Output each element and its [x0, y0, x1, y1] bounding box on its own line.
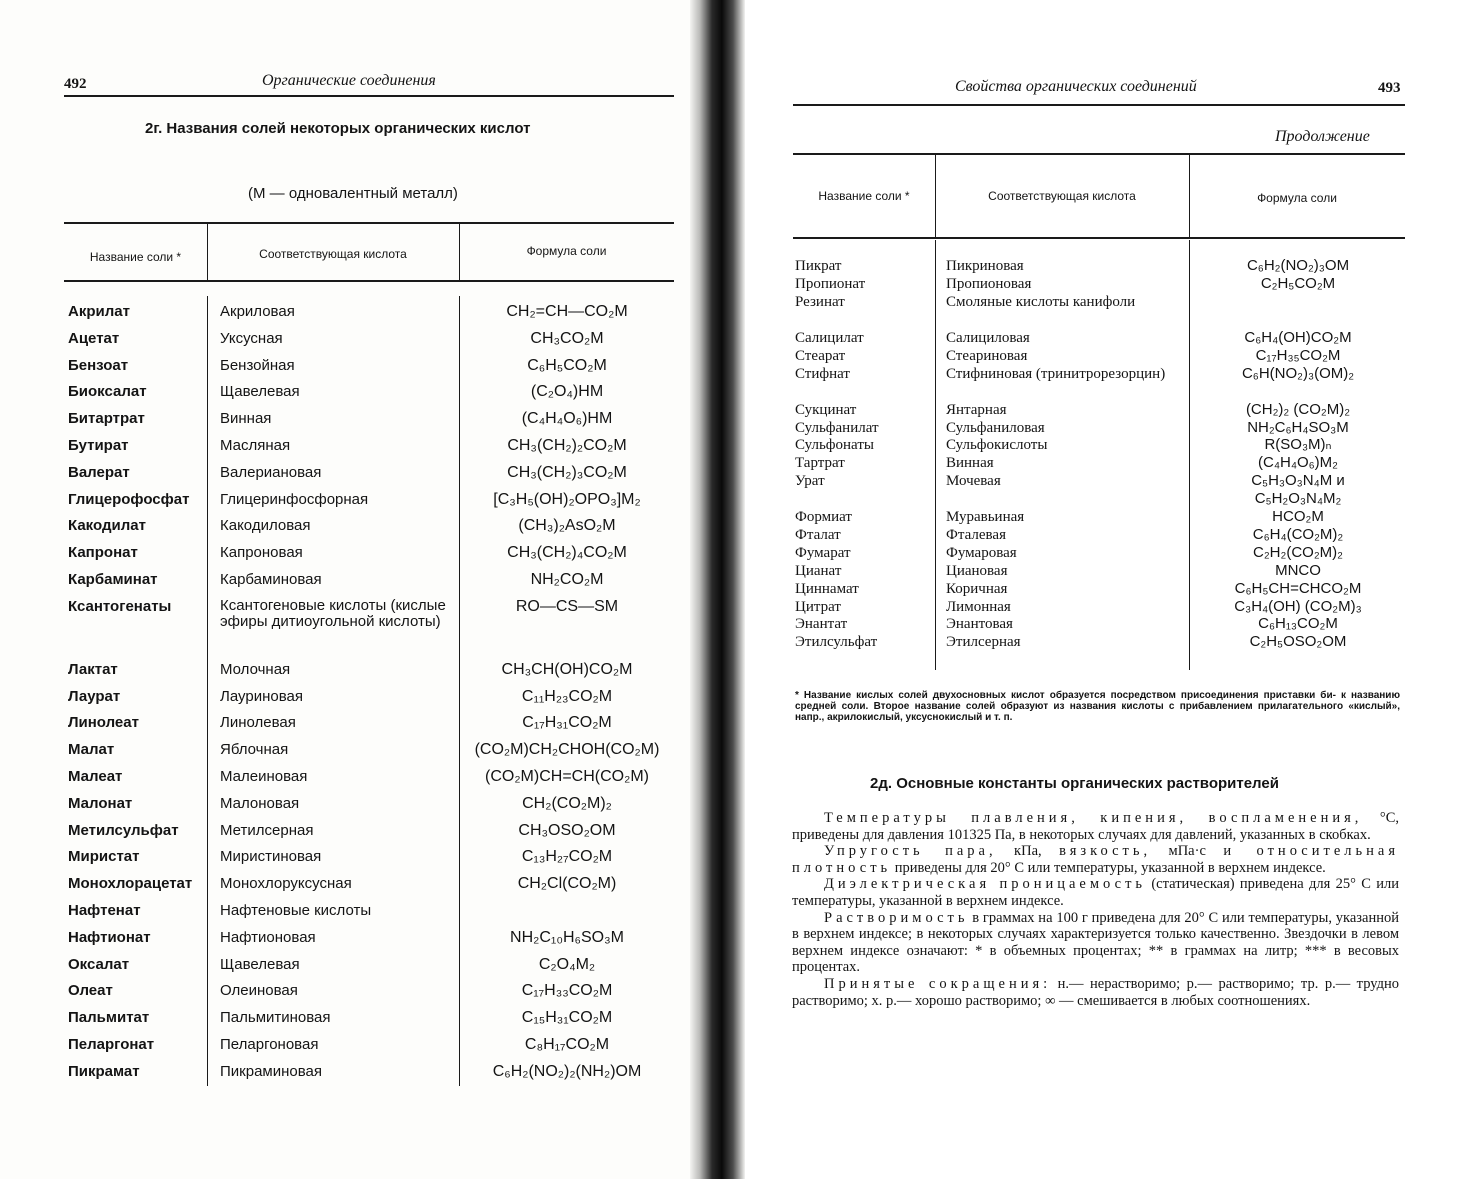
table-cell-acid: Нафтеновые кислоты: [220, 902, 372, 919]
paragraph-vapor-pressure: Упругость пара, кПа, вязкость, мПа·с и относительная плотность приведены для 20° С или температуры, указанной в верхнем индексе.: [792, 843, 1399, 876]
table-cell-formula: (C₂O₄)HM: [530, 383, 604, 401]
table-cell-formula: C₆H₁₃CO₂M: [1258, 615, 1338, 633]
table-cell-salt: Малонат: [68, 794, 133, 812]
table-cell-acid: Яблочная: [220, 741, 289, 759]
table-cell-salt: Формиат: [795, 509, 852, 525]
table-cell-formula: C₁₇H₃₃CO₂M: [521, 982, 613, 1000]
table-cell-salt: Малат: [68, 741, 115, 759]
column-header-acid: Соответствующая кислота: [259, 247, 407, 261]
table-cell-salt: Этилсульфат: [795, 634, 878, 651]
table-cell-formula: NH₂C₁₀H₆SO₃M: [510, 928, 624, 946]
table-cell-salt: Бутират: [68, 437, 129, 454]
table-cell-formula: (CO₂M)CH₂CHOH(CO₂M): [474, 741, 660, 759]
table-subtitle: (М — одновалентный металл): [248, 185, 458, 202]
table-cell-formula: CH₂Cl(CO₂M): [517, 875, 617, 893]
table-cell-salt: Пропионат: [795, 275, 866, 292]
table-cell-acid: Метилсерная: [220, 821, 314, 839]
table-cell-salt: Стифнат: [795, 365, 850, 382]
table-cell-acid: Бензойная: [220, 356, 295, 374]
column-header-salt: Название соли *: [818, 189, 910, 203]
table-cell-formula: NH₂C₆H₄SO₃M: [1247, 418, 1349, 436]
table-cell-salt: Пеларгонат: [68, 1036, 155, 1053]
column-header-formula: Формула соли: [526, 244, 607, 258]
table-cell-salt: Пикрамат: [68, 1062, 140, 1080]
table-cell-acid: Циановая: [946, 562, 1008, 579]
table-cell-acid: Пикриновая: [946, 258, 1024, 274]
table-cell-formula: C₁₅H₃₁CO₂M: [521, 1009, 613, 1027]
table-cell-formula: C₆H₂(NO₂)₂(NH₂)OM: [492, 1062, 642, 1080]
section-title: 2г. Названия солей некоторых органических кислот: [145, 120, 531, 137]
table-cell-formula: NH₂CO₂M: [530, 571, 604, 588]
table-cell-salt: Битартрат: [68, 410, 145, 428]
left-page: [0, 0, 690, 1179]
table-cell-formula: C₂O₄M₂: [538, 955, 596, 973]
table-cell-formula: (CH₃)₂AsO₂M: [518, 517, 616, 535]
table-cell-salt: Лактат: [68, 660, 118, 678]
table-cell-formula: (CH₂)₂ (CO₂M)₂: [1245, 400, 1351, 418]
table-cell-acid: Пальмитиновая: [220, 1009, 331, 1027]
table-cell-acid: Малеиновая: [220, 768, 308, 785]
page-number: 492: [64, 76, 87, 92]
table-cell-acid: Смоляные кислоты канифоли: [946, 293, 1136, 310]
paragraph-dielectric: Диэлектрическая проницаемость (статическая) приведена для 25° С или температуры, указанной в верхнем индексе.: [792, 876, 1399, 909]
table-cell-salt: Метилсульфат: [68, 821, 179, 839]
table-cell-acid: Стифниновая (тринитрорезорцин): [946, 365, 1166, 382]
table-cell-acid: Миристиновая: [220, 848, 322, 866]
table-cell-salt: Урат: [795, 473, 825, 490]
table-cell-acid: Нафтионовая: [220, 928, 316, 946]
table-cell-formula: CH₂=CH—CO₂M: [506, 303, 628, 320]
table-cell-salt: Нафтенат: [68, 902, 141, 919]
table-cell-salt: Глицерофосфат: [68, 490, 190, 508]
column-divider: [459, 296, 460, 1086]
solvent-constants-text: [792, 810, 1399, 1009]
table-cell-acid: Капроновая: [220, 544, 303, 562]
table-cell-acid: Лауриновая: [220, 687, 303, 705]
table-cell-acid: Сульфаниловая: [946, 419, 1045, 436]
table-cell-salt: Пикрат: [795, 258, 842, 274]
paragraph-temperatures: Температуры плавления, кипения, воспламенения, °С, приведены для давления 101325 Па, в некоторых случаях для давлений, указанных в скобках.: [792, 810, 1399, 843]
table-cell-acid: Энантовая: [946, 616, 1013, 633]
table-cell-acid: Фумаровая: [946, 544, 1017, 561]
table-cell-salt: Оксалат: [68, 955, 130, 973]
table-cell-formula: C₆H₄(CO₂M)₂: [1252, 525, 1344, 543]
table-cell-formula: (C₄H₄O₆)M₂: [1258, 454, 1338, 472]
table-cell-acid: Акриловая: [220, 303, 295, 320]
paragraph-abbreviations: Принятые сокращения: н.— нерастворимо; р.— растворимо; тр. р.— трудно растворимо; х. р.— хорошо растворимо; ∞ — смешивается в любых соотношениях.: [792, 975, 1399, 1009]
table-cell-formula: CH₃OSO₂OM: [518, 821, 616, 839]
table-cell-acid: Олеиновая: [220, 982, 298, 1000]
table-cell-acid: Молочная: [220, 660, 291, 678]
table-cell-salt: Акрилат: [68, 303, 130, 320]
table-cell-salt: Линолеат: [68, 714, 139, 732]
table-cell-salt: Малеат: [68, 768, 123, 785]
table-cell-acid: Пикраминовая: [220, 1062, 322, 1080]
table-cell-acid: Валериановая: [220, 463, 322, 481]
table-cell-acid: Пеларгоновая: [220, 1036, 319, 1053]
table-cell-formula: C₃H₄(OH) (CO₂M)₃: [1234, 597, 1362, 615]
table-cell-formula: C₅H₂O₃N₄M₂: [1254, 490, 1342, 508]
running-head: Органические соединения: [262, 72, 436, 89]
footnote: * Название кислых солей двухосновных кислот образуется посредством присоединения приставки би- к названию средней соли. Второе название солей образуют из названия кислоты с прибавлением прилагательного «кислый», напр., акрилокислый, уксуснокислый и т. п.: [795, 690, 1400, 723]
table-top-rule: [793, 153, 1405, 155]
table-cell-salt: Цианат: [795, 562, 842, 579]
table-cell-formula: CH₃(CH₂)₃CO₂M: [507, 463, 627, 481]
table-cell-formula: C₁₁H₂₃CO₂M: [521, 687, 613, 705]
table-cell-acid: Монохлоруксусная: [220, 875, 352, 893]
table-cell-formula: CH₃(CH₂)₄CO₂M: [507, 544, 627, 562]
table-cell-acid: Карбаминовая: [220, 571, 322, 588]
column-divider: [1189, 240, 1190, 670]
table-cell-salt: Сульфонаты: [795, 437, 874, 454]
table-cell-salt: Салицилат: [795, 329, 864, 346]
table-cell-salt: Фумарат: [795, 544, 851, 561]
table-cell-acid: Какодиловая: [220, 517, 311, 535]
column-header-formula: Формула соли: [1257, 191, 1337, 205]
table-cell-salt: Биоксалат: [68, 383, 147, 401]
table-cell-salt: Циннамат: [795, 580, 859, 597]
table-cell-salt: Монохлорацетат: [68, 875, 193, 893]
table-cell-formula: C₅H₃O₃N₄M и: [1251, 472, 1345, 490]
table-cell-formula: CH₃CO₂M: [530, 329, 604, 347]
table-cell-formula: (C₄H₄O₆)HM: [521, 410, 613, 428]
table-cell-salt: Валерат: [68, 463, 130, 481]
table-cell-salt: Нафтионат: [68, 928, 151, 946]
table-cell-formula: CH₂(CO₂M)₂: [522, 794, 612, 812]
table-cell-formula: [C₃H₅(OH)₂OPO₃]M₂: [493, 490, 641, 508]
table-cell-salt: Ацетат: [68, 329, 120, 347]
table-cell-formula: C₂H₂(CO₂M)₂: [1253, 543, 1343, 561]
table-cell-formula: (CO₂M)CH=CH(CO₂M): [485, 768, 649, 785]
table-cell-acid: Винная: [220, 410, 272, 428]
table-cell-acid: Пропионовая: [946, 275, 1032, 292]
table-cell-acid: Салициловая: [946, 329, 1030, 346]
table-cell-salt: Резинат: [795, 293, 845, 310]
table-cell-formula: MNCO: [1275, 561, 1321, 579]
table-cell-salt: Сукцинат: [795, 401, 857, 418]
table-cell-acid: Янтарная: [946, 401, 1007, 418]
table-cell-salt: Тартрат: [795, 455, 845, 472]
table-cell-formula: CH₃(CH₂)₂CO₂M: [507, 437, 627, 454]
table-cell-formula: CH₃CH(OH)CO₂M: [501, 660, 633, 678]
table-cell-acid: Этилсерная: [946, 634, 1021, 651]
table-cell-salt: Миристат: [68, 848, 140, 866]
book-gutter: [690, 0, 745, 1179]
table-cell-salt: Капронат: [68, 544, 138, 562]
section-title: 2д. Основные константы органических растворителей: [870, 775, 1279, 792]
table-cell-salt: Сульфанилат: [795, 419, 879, 436]
table-cell-acid: Щавелевая: [220, 383, 300, 401]
table-cell-formula: C₈H₁₇CO₂M: [524, 1036, 610, 1053]
table-cell-salt: Ксантогенаты: [68, 597, 172, 615]
running-head: Свойства органических соединений: [955, 78, 1197, 95]
table-top-rule: [64, 222, 674, 224]
table-cell-formula: R(SO₃M)ₙ: [1264, 436, 1332, 454]
table-cell-salt: Какодилат: [68, 517, 146, 535]
paragraph-solubility: Растворимость в граммах на 100 г приведена для 20° С или температуры, указанной в верхнем индексе; в некоторых случаях характеризуется только качественно. Звездочки в левом верхнем индексе означают: * в объемных процентах; ** в граммах на литр; *** в весовых процентах.: [792, 909, 1399, 976]
table-cell-acid: Уксусная: [220, 329, 283, 347]
table-cell-salt: Цитрат: [795, 598, 841, 615]
table-cell-salt: Карбаминат: [68, 571, 158, 588]
table-cell-acid: Мочевая: [946, 473, 1001, 490]
table-cell-formula: C₆H₅CH=CHCO₂M: [1234, 579, 1362, 597]
table-cell-formula: C₆H₄(OH)CO₂M: [1244, 328, 1352, 346]
column-divider: [207, 296, 208, 1086]
table-cell-formula: C₁₇H₃₁CO₂M: [522, 714, 612, 732]
table-cell-salt: Фталат: [795, 526, 841, 543]
table-cell-acid: Стеариновая: [946, 347, 1028, 364]
table-cell-acid: Винная: [946, 455, 994, 472]
table-cell-acid: Фталевая: [946, 526, 1006, 543]
table-cell-salt: Олеат: [68, 982, 113, 1000]
table-cell-acid: Сульфокислоты: [946, 437, 1048, 454]
table-cell-acid: Глицеринфосфорная: [220, 490, 369, 508]
table-cell-acid: Линолевая: [220, 714, 296, 732]
header-rule: [793, 104, 1405, 106]
header-bottom-rule: [793, 237, 1405, 239]
table-cell-salt: Стеарат: [795, 347, 846, 364]
table-cell-formula: HCO₂M: [1272, 508, 1324, 525]
column-divider: [935, 240, 936, 670]
header-rule: [64, 95, 674, 97]
table-cell-acid: Лимонная: [946, 598, 1011, 615]
table-cell-salt: Лаурат: [68, 687, 121, 705]
table-cell-acid: Малоновая: [220, 794, 300, 812]
header-bottom-rule: [64, 280, 674, 282]
table-cell-formula: C₁₃H₂₇CO₂M: [521, 848, 613, 866]
table-cell-acid: Ксантогеновые кислоты (кислые эфиры дитиоугольной кислоты): [220, 596, 446, 630]
table-cell-formula: C₆H(NO₂)₃(OM)₂: [1241, 364, 1355, 382]
table-cell-acid: Коричная: [946, 580, 1008, 597]
column-header-salt: Название соли *: [89, 250, 182, 264]
table-cell-acid: Щавелевая: [220, 955, 300, 973]
table-cell-formula: C₂H₅CO₂M: [1260, 274, 1336, 292]
page-number: 493: [1378, 80, 1401, 96]
table-cell-salt: Пальмитат: [68, 1009, 150, 1027]
right-page: [745, 0, 1477, 1179]
table-cell-acid: Муравьиная: [946, 509, 1025, 525]
table-cell-formula: C₆H₂(NO₂)₃OM: [1246, 257, 1350, 274]
table-cell-formula: C₁₇H₃₅CO₂M: [1255, 346, 1341, 364]
table-cell-salt: Бензоат: [68, 356, 129, 374]
table-cell-salt: Энантат: [795, 616, 848, 633]
continuation-label: Продолжение: [1275, 128, 1370, 145]
table-cell-formula: RO—CS—SM: [515, 597, 619, 615]
column-header-acid: Соответствующая кислота: [988, 189, 1136, 203]
table-cell-formula: C₂H₅OSO₂OM: [1249, 633, 1347, 651]
table-cell-formula: C₆H₅CO₂M: [527, 356, 607, 374]
table-cell-acid: Масляная: [220, 437, 291, 454]
